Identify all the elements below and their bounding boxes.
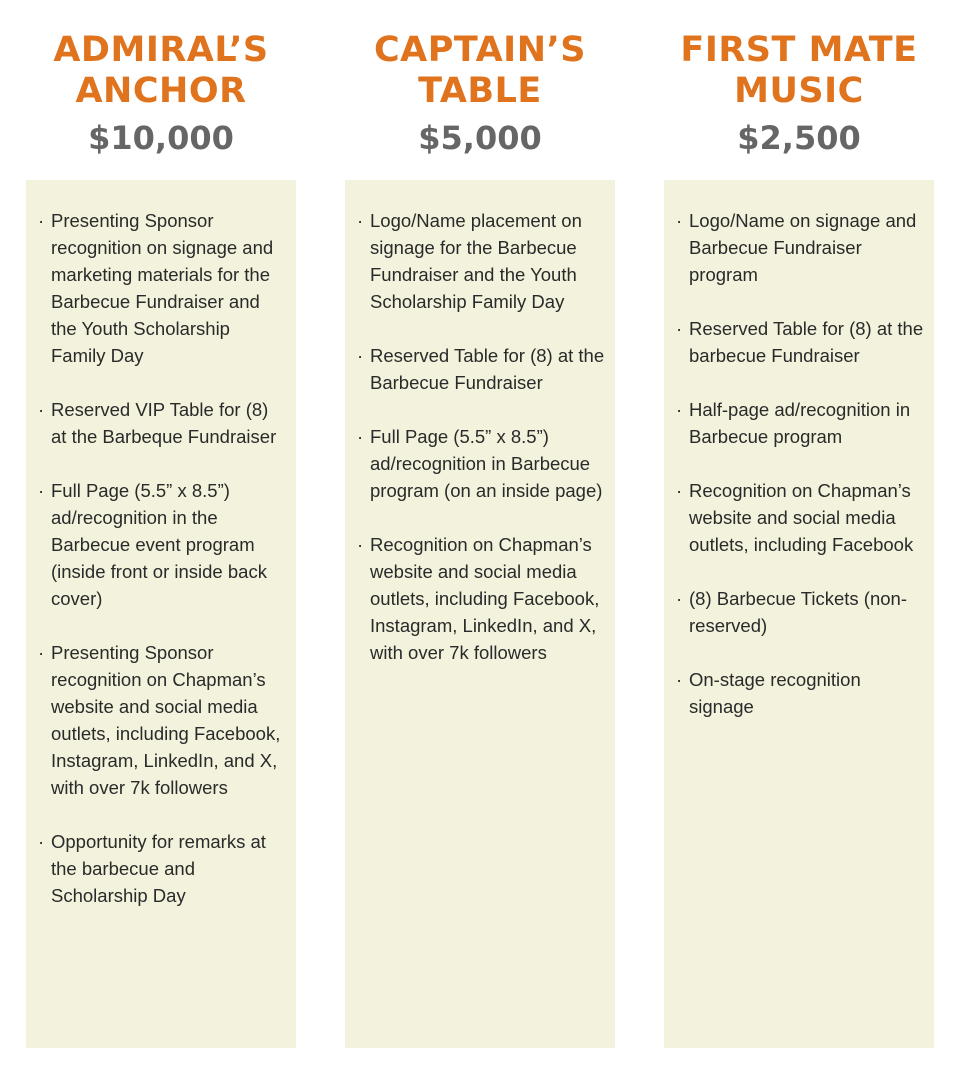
benefits-list (26, 180, 296, 909)
tier-price: $5,000 (418, 119, 542, 157)
benefit-item: · On-stage recognition signage (689, 666, 926, 720)
tier-title (644, 30, 954, 112)
benefit-item: · Half-page ad/recognition in Barbecue program (689, 396, 926, 450)
benefit-item: · Reserved Table for (8) at the Barbecue Fundraiser (370, 342, 607, 396)
benefit-item: · Full Page (5.5” x 8.5”) ad/recognition in Barbecue program (on an inside page) (370, 423, 607, 504)
benefit-item: · Logo/Name on signage and Barbecue Fundraiser program (689, 207, 926, 288)
benefit-item: · Reserved VIP Table for (8) at the Barbeque Fundraiser (51, 396, 288, 450)
benefit-item: · Presenting Sponsor recognition on Chapman’s website and social media outlets, including Facebook, Instagram, LinkedIn, and X, with over 7k followers (51, 639, 288, 801)
benefits-list (345, 180, 615, 666)
benefits-panel (26, 180, 296, 1048)
tier-title-line: ANCHOR (75, 71, 247, 111)
benefit-item: · Logo/Name placement on signage for the Barbecue Fundraiser and the Youth Scholarship Family Day (370, 207, 607, 315)
tier-title-line: FIRST MATE (680, 30, 918, 70)
benefit-item: · Recognition on Chapman’s website and social media outlets, including Facebook (689, 477, 926, 558)
tier-title-line: ADMIRAL’S (53, 30, 269, 70)
tier-title (325, 30, 635, 112)
tier-title-line: CAPTAIN’S (374, 30, 586, 70)
benefit-item: · Presenting Sponsor recognition on signage and marketing materials for the Barbecue Fundraiser and the Youth Scholarship Family Day (51, 207, 288, 369)
tier-title-line: TABLE (418, 71, 542, 111)
benefit-item: · Opportunity for remarks at the barbecue and Scholarship Day (51, 828, 288, 909)
tier-price: $2,500 (737, 119, 861, 157)
benefit-item: · Reserved Table for (8) at the barbecue Fundraiser (689, 315, 926, 369)
benefit-item: · Full Page (5.5” x 8.5”) ad/recognition in the Barbecue event program (inside front or inside back cover) (51, 477, 288, 612)
benefit-item: · Recognition on Chapman’s website and social media outlets, including Facebook, Instagram, LinkedIn, and X, with over 7k followers (370, 531, 607, 666)
benefits-list (664, 180, 934, 720)
tier-price: $10,000 (88, 119, 234, 157)
benefit-item: · (8) Barbecue Tickets (non-reserved) (689, 585, 926, 639)
benefits-panel (664, 180, 934, 1048)
tier-title (6, 30, 316, 112)
tier-title-line: MUSIC (734, 71, 864, 111)
benefits-panel (345, 180, 615, 1048)
